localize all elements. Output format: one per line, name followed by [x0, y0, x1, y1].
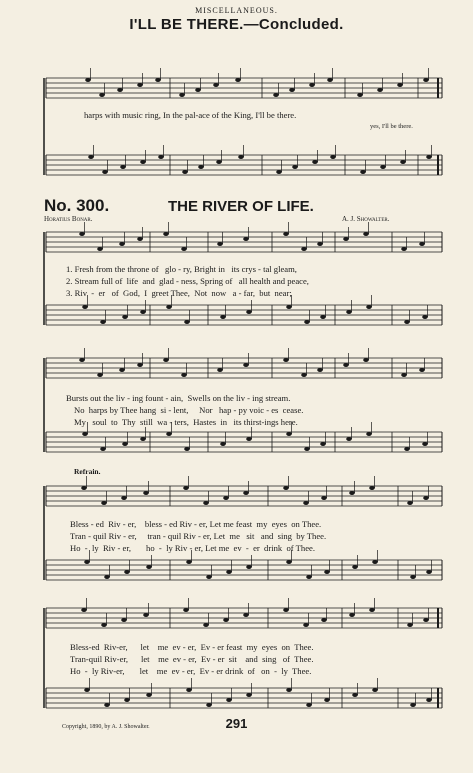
note-head — [246, 310, 252, 314]
note-head — [101, 501, 107, 505]
note-head — [377, 88, 383, 92]
note-head — [423, 496, 429, 500]
note-head — [220, 442, 226, 446]
note-head — [426, 570, 432, 574]
note-head — [121, 618, 127, 622]
note-head — [82, 305, 88, 309]
note-head — [140, 160, 146, 164]
note-head — [246, 437, 252, 441]
note-head — [182, 170, 188, 174]
note-head — [352, 565, 358, 569]
note-head — [166, 305, 172, 309]
note-head — [104, 575, 110, 579]
note-head — [401, 247, 407, 251]
note-head — [119, 368, 125, 372]
note-head — [426, 155, 432, 159]
hymn-number: No. 300. — [44, 196, 110, 215]
note-head — [102, 170, 108, 174]
note-head — [317, 242, 323, 246]
note-head — [276, 170, 282, 174]
note-head — [146, 565, 152, 569]
note-head — [346, 437, 352, 441]
note-head — [120, 165, 126, 169]
note-head — [397, 83, 403, 87]
note-head — [124, 698, 130, 702]
note-head — [369, 486, 375, 490]
note-head — [366, 305, 372, 309]
note-head — [343, 237, 349, 241]
note-head — [216, 160, 222, 164]
verse-1-line-1: 1. Fresh from the throne of glo - ry, Bright in its crys - tal gleam, — [66, 264, 297, 274]
note-head — [273, 93, 279, 97]
note-head — [155, 78, 161, 82]
note-head — [79, 358, 85, 362]
note-head — [84, 688, 90, 692]
note-head — [320, 315, 326, 319]
note-head — [243, 363, 249, 367]
refrain-3-line-1: Ho - ly Riv - er, ho - ly Riv - er, Let me ev - er drink of Thee. — [70, 543, 315, 553]
note-head — [292, 165, 298, 169]
note-head — [206, 575, 212, 579]
copyright-notice: Copyright, 1890, by A. J. Showalter. — [62, 724, 150, 730]
refrain-2-line-2: Tran-quil Riv-er, let me ev - er, Ev - er sit and sing of Thee. — [70, 654, 314, 664]
note-head — [81, 486, 87, 490]
note-head — [301, 247, 307, 251]
note-head — [423, 618, 429, 622]
note-head — [97, 247, 103, 251]
note-head — [184, 447, 190, 451]
note-head — [213, 83, 219, 87]
note-head — [140, 310, 146, 314]
note-head — [121, 496, 127, 500]
note-head — [97, 373, 103, 377]
note-head — [195, 88, 201, 92]
note-head — [349, 491, 355, 495]
page-number: 291 — [225, 716, 248, 731]
note-head — [324, 698, 330, 702]
note-head — [166, 432, 172, 436]
note-head — [163, 358, 169, 362]
note-head — [88, 155, 94, 159]
note-head — [422, 442, 428, 446]
note-head — [321, 496, 327, 500]
note-head — [181, 373, 187, 377]
note-head — [100, 447, 106, 451]
note-head — [324, 570, 330, 574]
note-head — [203, 623, 209, 627]
note-head — [404, 320, 410, 324]
note-head — [346, 310, 352, 314]
note-head — [422, 315, 428, 319]
note-head — [117, 88, 123, 92]
note-head — [363, 358, 369, 362]
refrain-2-line-1: Tran - quil Riv - er, tran - quil Riv - er, Let me sit and sing by Thee. — [70, 531, 327, 541]
note-head — [84, 560, 90, 564]
note-head — [85, 78, 91, 82]
note-head — [100, 320, 106, 324]
note-head — [304, 320, 310, 324]
note-head — [283, 486, 289, 490]
note-head — [304, 447, 310, 451]
note-head — [146, 693, 152, 697]
note-head — [158, 155, 164, 159]
note-head — [124, 570, 130, 574]
note-head — [243, 491, 249, 495]
note-head — [243, 613, 249, 617]
note-head — [220, 315, 226, 319]
note-head — [179, 93, 185, 97]
note-head — [137, 237, 143, 241]
note-head — [181, 247, 187, 251]
note-head — [140, 437, 146, 441]
note-head — [99, 93, 105, 97]
note-head — [372, 560, 378, 564]
note-head — [309, 83, 315, 87]
note-head — [223, 618, 229, 622]
verse-3-line-2: My soul to Thy still wa - ters, Hastes in its thirst-ings here. — [74, 417, 298, 427]
refrain-label: Refrain. — [74, 467, 101, 476]
note-head — [320, 442, 326, 446]
previous-song-lyric: harps with music ring, In the pal-ace of the King, I'll be there. — [84, 110, 297, 120]
note-head — [246, 693, 252, 697]
note-head — [104, 703, 110, 707]
note-head — [137, 363, 143, 367]
note-head — [119, 242, 125, 246]
note-head — [186, 560, 192, 564]
note-head — [122, 442, 128, 446]
note-head — [283, 358, 289, 362]
note-head — [235, 78, 241, 82]
note-head — [372, 688, 378, 692]
echo-lyric: yes, I'll be there. — [370, 123, 413, 130]
note-head — [301, 373, 307, 377]
note-head — [380, 165, 386, 169]
note-head — [198, 165, 204, 169]
note-head — [217, 368, 223, 372]
note-head — [143, 491, 149, 495]
note-head — [303, 501, 309, 505]
note-head — [303, 623, 309, 627]
refrain-3-line-2: Ho - ly Riv-er, let me ev - er, Ev - er drink of on - ly Thee. — [70, 666, 312, 676]
note-head — [223, 496, 229, 500]
note-head — [286, 688, 292, 692]
note-head — [312, 160, 318, 164]
note-head — [400, 160, 406, 164]
composer-credit: A. J. Showalter. — [342, 215, 390, 223]
verse-2-line-2: No harps by Thee hang si - lent, Nor hap - py voic - es cease. — [74, 405, 304, 415]
note-head — [349, 613, 355, 617]
note-head — [283, 232, 289, 236]
note-head — [306, 575, 312, 579]
note-head — [238, 155, 244, 159]
previous-song-title: I'LL BE THERE.—Concluded. — [129, 16, 344, 33]
note-head — [81, 608, 87, 612]
note-head — [122, 315, 128, 319]
note-head — [217, 242, 223, 246]
note-head — [352, 693, 358, 697]
note-head — [183, 486, 189, 490]
note-head — [183, 608, 189, 612]
note-head — [426, 698, 432, 702]
note-head — [410, 703, 416, 707]
note-head — [226, 698, 232, 702]
note-head — [423, 78, 429, 82]
note-head — [203, 501, 209, 505]
note-head — [407, 501, 413, 505]
note-head — [419, 368, 425, 372]
note-head — [360, 170, 366, 174]
note-head — [289, 88, 295, 92]
note-head — [327, 78, 333, 82]
note-head — [369, 608, 375, 612]
note-head — [419, 242, 425, 246]
note-head — [79, 232, 85, 236]
note-head — [163, 232, 169, 236]
note-head — [286, 560, 292, 564]
hymn-title: THE RIVER OF LIFE. — [168, 198, 314, 215]
note-head — [321, 618, 327, 622]
note-head — [143, 613, 149, 617]
refrain-1-line-2: Bless-ed Riv-er, let me ev - er, Ev - er feast my eyes on Thee. — [70, 642, 314, 652]
note-head — [286, 305, 292, 309]
verse-1-line-2: Bursts out the liv - ing fount - ain, Swells on the liv - ing stream. — [66, 393, 291, 403]
note-head — [357, 93, 363, 97]
refrain-1-line-1: Bless - ed Riv - er, bless - ed Riv - er, Let me feast my eyes on Thee. — [70, 519, 322, 529]
section-heading: MISCELLANEOUS. — [195, 6, 278, 15]
note-head — [206, 703, 212, 707]
note-head — [401, 373, 407, 377]
note-head — [243, 237, 249, 241]
note-head — [330, 155, 336, 159]
note-head — [283, 608, 289, 612]
note-head — [366, 432, 372, 436]
note-head — [407, 623, 413, 627]
note-head — [306, 703, 312, 707]
note-head — [317, 368, 323, 372]
note-head — [363, 232, 369, 236]
note-head — [410, 575, 416, 579]
note-head — [404, 447, 410, 451]
verse-3-line-1: 3. Riv - er of God, I greet Thee, Not now a - far, but near; — [66, 288, 292, 298]
note-head — [246, 565, 252, 569]
note-head — [186, 688, 192, 692]
note-head — [137, 83, 143, 87]
note-head — [286, 432, 292, 436]
note-head — [101, 623, 107, 627]
note-head — [184, 320, 190, 324]
note-head — [82, 432, 88, 436]
note-head — [226, 570, 232, 574]
note-head — [343, 363, 349, 367]
author-credit: Horatius Bonar. — [44, 215, 93, 223]
verse-2-line-1: 2. Stream full of life and glad - ness, Spring of all health and peace, — [66, 276, 309, 286]
